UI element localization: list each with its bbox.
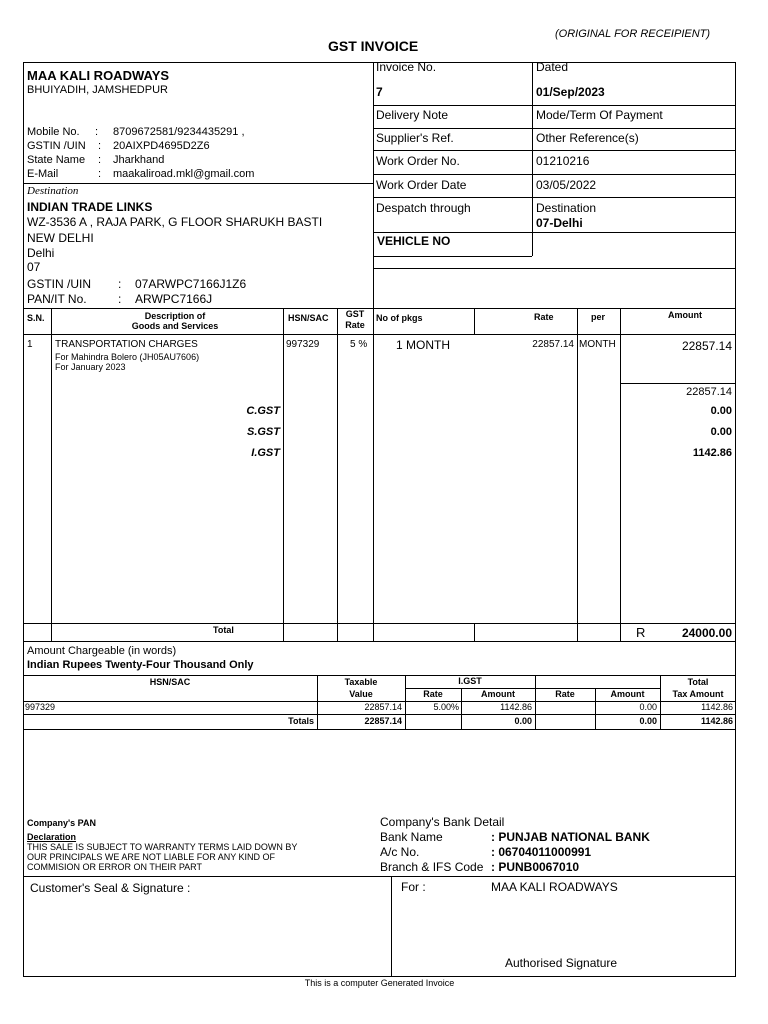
buyer-address-1: WZ-3536 A , RAJA PARK, G FLOOR SHARUKH BASTI [27, 215, 323, 229]
header-desc-1: Description of [144, 311, 206, 321]
buyer-gstin: 07ARWPC7166J1Z6 [135, 277, 247, 291]
igst-amount: 1142.86 [692, 447, 732, 459]
declaration-label: Declaration [27, 832, 77, 842]
seller-mobile: 8709672581/9234435291 , [113, 126, 245, 138]
row-hsn: 997329 [286, 339, 320, 350]
declaration-line-3: COMMISION OR ERROR ON THEIR PART [27, 862, 203, 872]
work-order-date-label: Work Order Date [376, 178, 467, 192]
tax-totals-amount2: 0.00 [639, 716, 657, 726]
items-total-top [23, 623, 736, 624]
cgst-amount: 0.00 [710, 405, 732, 417]
dated-label: Dated [536, 60, 569, 74]
colon: : [98, 154, 102, 166]
seller-state-label: State Name [27, 154, 86, 166]
tax-row-total: 1142.86 [701, 702, 733, 712]
authorised-signature: Authorised Signature [505, 956, 618, 970]
colon: : [118, 277, 122, 291]
buyer-address-4: 07 [27, 260, 41, 274]
header-hsn: HSN/SAC [288, 313, 329, 323]
header-gst-2: Rate [345, 320, 365, 330]
ac-no-label: A/c No. [380, 845, 420, 859]
work-order-date: 03/05/2022 [536, 178, 597, 192]
igst-label: I.GST [251, 447, 280, 459]
seller-gstin: 20AIXPD4695D2Z6 [113, 140, 210, 152]
colon: : [98, 140, 102, 152]
tax-row-rate: 5.00% [433, 702, 459, 712]
destination-section-label: Destination [27, 185, 79, 197]
tax-taxable-header-1: Taxable [344, 677, 378, 687]
currency-symbol: R [636, 625, 646, 640]
sgst-amount: 0.00 [710, 426, 732, 438]
header-pkgs: No of pkgs [376, 313, 423, 323]
ac-no: : 06704011000991 [491, 845, 592, 859]
seller-email: maakaliroad.mkl@gmail.com [113, 168, 255, 180]
dated-value: 01/Sep/2023 [536, 85, 605, 99]
tax-total-header-2: Tax Amount [672, 689, 724, 699]
for-label: For : [401, 880, 426, 894]
delivery-note-label: Delivery Note [376, 108, 449, 122]
frame-left [23, 62, 24, 976]
tax-total-header-1: Total [687, 677, 709, 687]
destination-label: Destination [536, 201, 597, 215]
tax-amount2-header: Amount [610, 689, 645, 699]
tax-rate2-header: Rate [555, 689, 575, 699]
company-pan-label: Company's PAN [27, 818, 96, 828]
tax-row-amount: 1142.86 [500, 702, 532, 712]
work-order-no: 01210216 [536, 154, 590, 168]
tax-hsn-header: HSN/SAC [149, 677, 191, 687]
tax-row-hsn: 997329 [25, 702, 56, 712]
tax-taxable-header-2: Value [349, 689, 373, 699]
row-rate: 22857.14 [532, 339, 574, 350]
other-ref-label: Other Reference(s) [536, 131, 639, 145]
row-amount: 22857.14 [681, 339, 732, 353]
sgst-label: S.GST [246, 426, 280, 438]
colon: : [98, 168, 102, 180]
seller-state: Jharkhand [113, 154, 165, 166]
row-desc: TRANSPORTATION CHARGES [55, 339, 198, 350]
invoice-no-label: Invoice No. [376, 60, 437, 74]
words-label: Amount Chargeable (in words) [27, 645, 177, 657]
row-sub-1: For Mahindra Bolero (JH05AU7606) [55, 352, 200, 362]
signature-divider [23, 876, 736, 877]
buyer-name: INDIAN TRADE LINKS [27, 200, 153, 214]
header-per: per [591, 312, 606, 322]
buyer-pan-label: PAN/IT No. [27, 292, 87, 306]
items-header-bottom [23, 334, 736, 335]
row-sub-2: For January 2023 [55, 362, 126, 372]
suppliers-ref-label: Supplier's Ref. [376, 131, 454, 145]
grand-total: 24000.00 [681, 626, 732, 640]
buyer-address-2: NEW DELHI [27, 231, 94, 245]
seller-email-label: E-Mail [27, 168, 59, 180]
row-gst-rate: 5 % [350, 339, 368, 350]
buyer-pan: ARWPC7166J [135, 292, 213, 306]
seller-name: MAA KALI ROADWAYS [27, 68, 170, 83]
invoice-title: GST INVOICE [328, 38, 419, 54]
items-header-top [23, 308, 736, 309]
customer-seal-label: Customer's Seal & Signature : [30, 881, 191, 895]
buyer-gstin-label: GSTIN /UIN [27, 277, 92, 291]
destination-value: 07-Delhi [536, 216, 583, 230]
ifs-code: : PUNB0067010 [491, 860, 580, 874]
tax-rate-header: Rate [423, 689, 443, 699]
seller-gstin-label: GSTIN /UIN [27, 140, 86, 152]
meta-left-border [373, 62, 374, 308]
work-order-no-label: Work Order No. [376, 154, 460, 168]
tax-row-taxable: 22857.14 [364, 702, 402, 712]
despatch-label: Despatch through [376, 201, 471, 215]
row-per: MONTH [579, 339, 616, 350]
for-company: MAA KALI ROADWAYS [491, 880, 618, 894]
bank-name: : PUNJAB NATIONAL BANK [491, 830, 650, 844]
tax-totals-taxable: 22857.14 [364, 716, 402, 726]
vehicle-label: VEHICLE NO [377, 234, 451, 248]
tax-totals-amount: 0.00 [514, 716, 532, 726]
cgst-label: C.GST [246, 405, 280, 417]
row-sn: 1 [27, 339, 33, 350]
declaration-line-2: OUR PRINCIPALS WE ARE NOT LIABLE FOR ANY KIND OF [27, 852, 276, 862]
row-pkgs: 1 MONTH [396, 338, 450, 352]
bank-name-label: Bank Name [380, 830, 443, 844]
items-total-bottom [23, 641, 736, 642]
colon: : [95, 126, 99, 138]
seller-address: BHUIYADIH, JAMSHEDPUR [27, 84, 168, 96]
meta-mid-border [532, 62, 533, 256]
tax-igst-header: I.GST [458, 676, 482, 686]
seller-divider [23, 183, 373, 184]
seller-mobile-label: Mobile No. [27, 126, 80, 138]
header-sn: S.N. [27, 313, 45, 323]
header-gst-1: GST [345, 309, 365, 319]
tax-totals-label: Totals [288, 716, 314, 726]
total-label: Total [213, 625, 234, 635]
declaration-line-1: THIS SALE IS SUBJECT TO WARRANTY TERMS LAID DOWN BY [27, 842, 298, 852]
frame-right [735, 62, 736, 976]
ifs-label: Branch & IFS Code [380, 860, 484, 874]
tax-row-amount2: 0.00 [639, 702, 657, 712]
amount-subtotal-line [620, 383, 736, 384]
subtotal-amount: 22857.14 [686, 386, 732, 398]
header-amount: Amount [668, 310, 702, 320]
colon: : [118, 292, 122, 306]
buyer-address-3: Delhi [27, 246, 55, 260]
invoice-no: 7 [376, 85, 383, 99]
tax-totals-total: 1142.86 [700, 716, 733, 726]
words-value: Indian Rupees Twenty-Four Thousand Only [27, 659, 254, 671]
copy-note: (ORIGINAL FOR RECEIPIENT) [555, 28, 711, 40]
header-rate: Rate [534, 312, 554, 322]
payment-label: Mode/Term Of Payment [536, 108, 663, 122]
signature-split [391, 876, 392, 976]
bank-title: Company's Bank Detail [380, 815, 505, 829]
header-desc-2: Goods and Services [131, 321, 219, 331]
frame-bottom [23, 976, 736, 977]
tax-amount-header: Amount [481, 689, 515, 699]
computer-generated-note: This is a computer Generated Invoice [304, 978, 455, 988]
